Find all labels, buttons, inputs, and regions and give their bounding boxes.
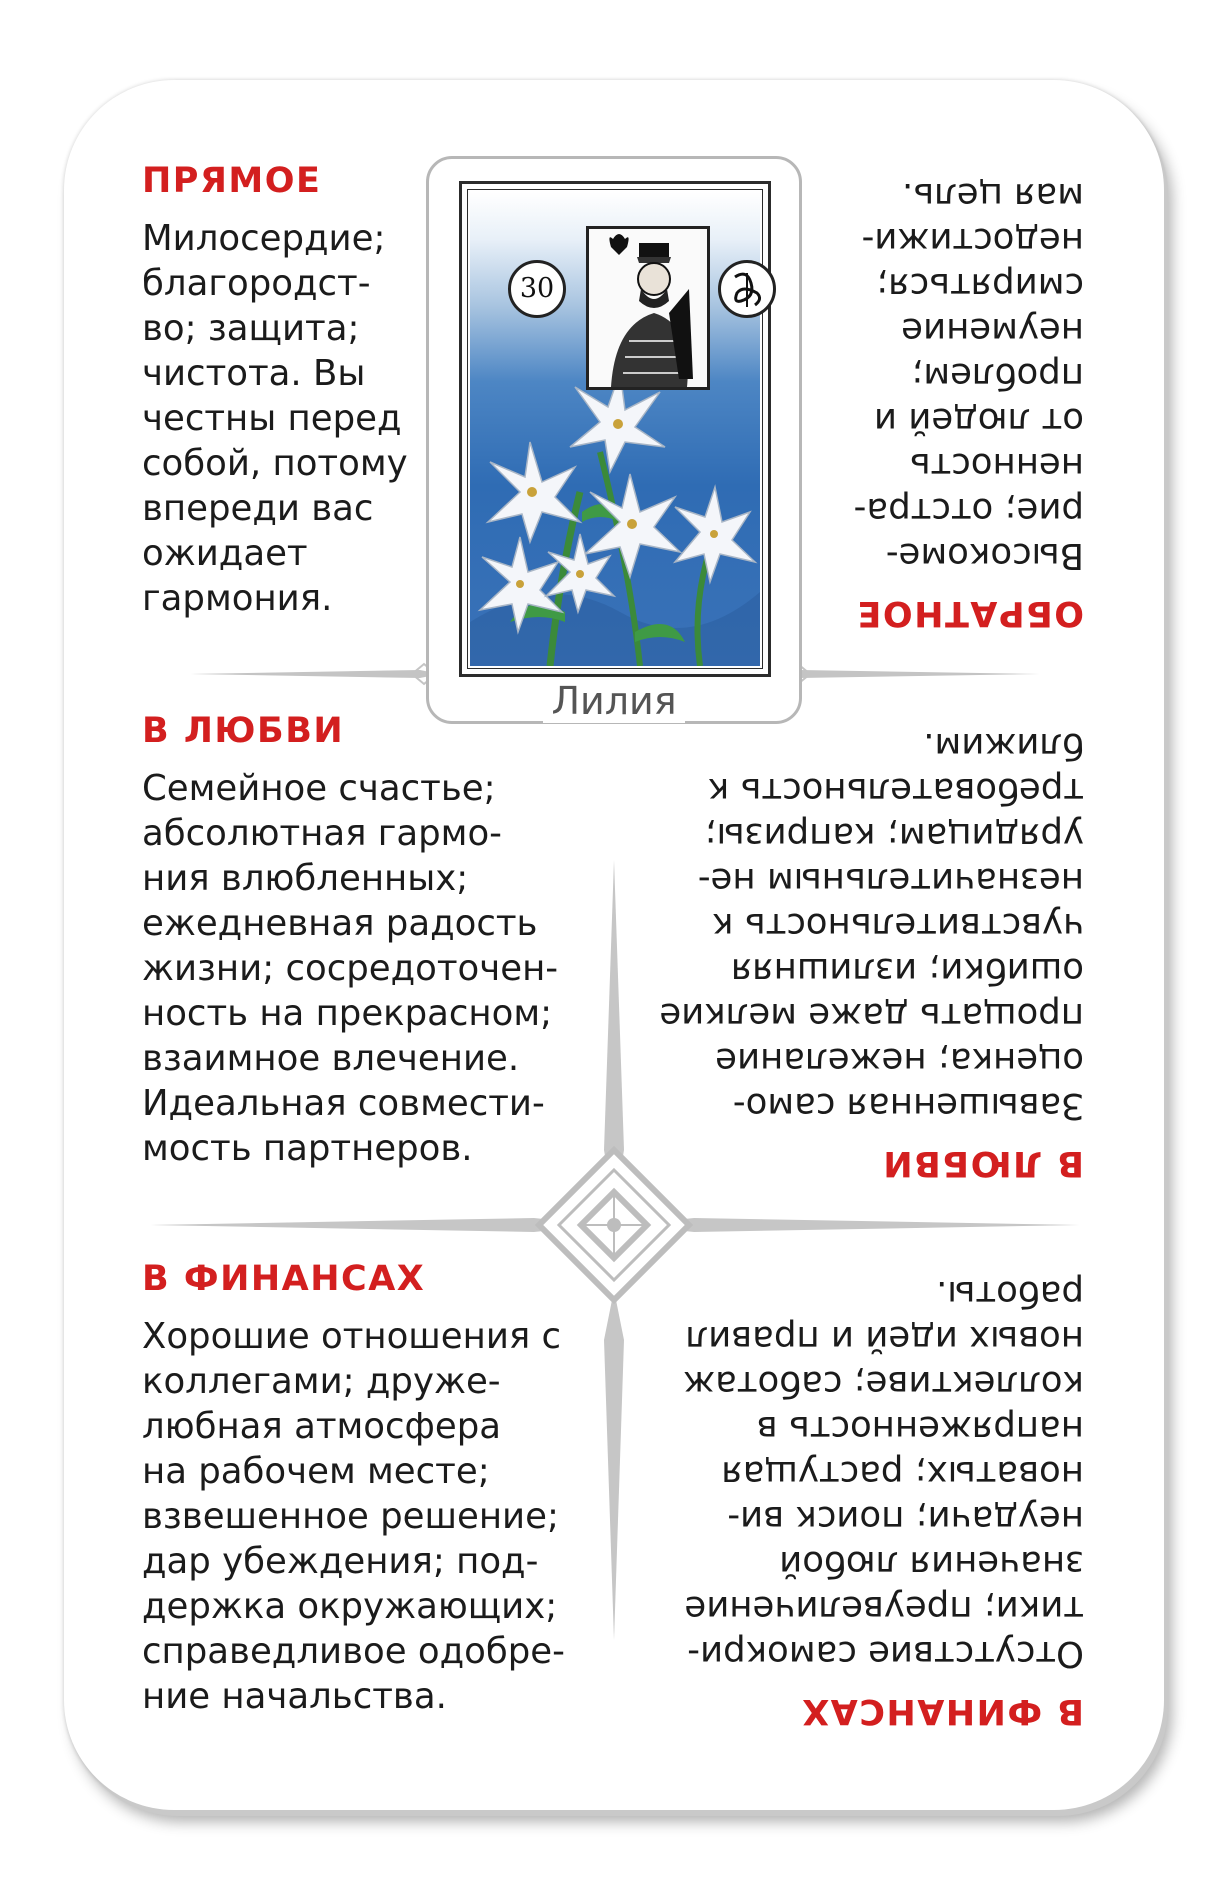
reverse-heading: ОБРАТНОЕ: [856, 593, 1084, 633]
love-heading: В ЛЮБВИ: [142, 711, 345, 751]
reverse-finance-heading: В ФИНАНСАХ: [800, 1691, 1084, 1731]
love-meaning-block: [142, 710, 582, 1171]
reverse-love-block: [644, 712, 1084, 1184]
reverse-love-heading: В ЛЮБВИ: [881, 1143, 1084, 1183]
finance-text: Хорошие отношения с коллегами; друже- любная атмосфера на рабочем месте; взвешенное решение; дар убеждения; под- держка окружающих; справедливое одобре- ние начальства.: [142, 1316, 565, 1717]
finance-heading: В ФИНАНСАХ: [142, 1259, 426, 1299]
card-name-label: [429, 679, 799, 723]
card-name-text: Лилия: [543, 679, 684, 723]
reverse-finance-block: [644, 1258, 1084, 1732]
reverse-love-text: Завышенная само- оценка; нежелание прощать даже мелкие ошибки; излишняя чувствительность к незначительным не- урядицам; капризы; требовательность к ближим.: [659, 725, 1084, 1126]
direct-heading: ПРЯМОЕ: [142, 161, 322, 201]
reverse-text: Высокоме- рие; отстра- ненность от людей и проблем; неумение смиряться; недостижи- мая цель.: [853, 175, 1084, 576]
reverse-finance-text: Отсутствие самокри- тики; преувеличение значения любой неудачи; поиск ви- новатых; растущая напряженность в коллективе; саботаж новых идей и правил работы.: [683, 1273, 1084, 1674]
card-number: 30: [508, 260, 566, 318]
direct-text: Милосердие; благородст- во; защита; чистота. Вы честны перед собой, потому впереди вас ожидает гармония.: [142, 218, 408, 619]
card-illustration-frame: [459, 181, 771, 677]
love-text: Семейное счастье; абсолютная гармо- ния влюбленных; ежедневная радость жизни; сосредоточен- ность на прекрасном; взаимное влечение. Идеальная совмести- мость партнеров.: [142, 768, 559, 1169]
suit-monogram-icon: [718, 260, 776, 318]
king-of-spades-image: [586, 226, 710, 390]
card-illustration: [426, 156, 802, 724]
spade-icon: [609, 234, 628, 255]
finance-meaning-block: [142, 1258, 582, 1719]
